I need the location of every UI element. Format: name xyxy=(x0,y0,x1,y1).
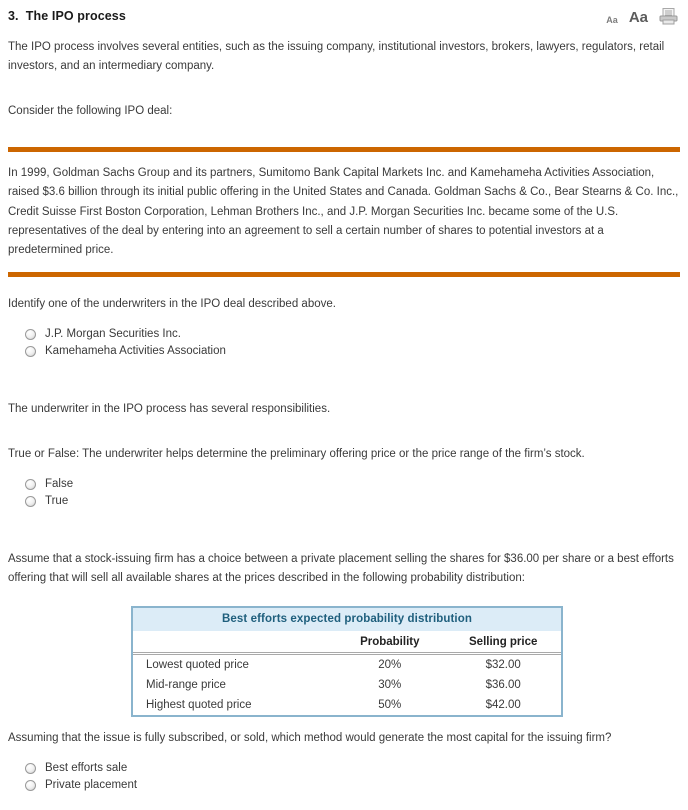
table-cell-label: Lowest quoted price xyxy=(146,659,249,672)
radio-option[interactable] xyxy=(25,777,680,793)
table-row xyxy=(133,695,561,715)
callout-text: In 1999, Goldman Sachs Group and its partners, Sumitomo Bank Capital Markets Inc. and Kamehameha Activities Association, raised $3.6 billion through its initial public offering in the United States and Canada. Goldman Sachs & Co., Bear Stearns & Co. Inc., Credit Suisse First Boston Corporation, Lehman Brothers Inc., and J.P. Morgan Securities Inc. became some of the U.S. representatives of the deal by entering into an agreement to sell a certain number of shares to potential investors at a predetermined price. xyxy=(8,166,679,257)
question1-prompt: Identify one of the underwriters in the IPO deal described above. xyxy=(8,298,336,311)
radio-option[interactable] xyxy=(25,343,680,359)
radio-button-icon[interactable] xyxy=(25,763,36,774)
table-header-selling-price: Selling price xyxy=(445,631,561,654)
header-toolbar xyxy=(606,8,680,25)
radio-option-label: Best efforts sale xyxy=(45,761,128,774)
question2-options xyxy=(8,476,680,509)
print-icon[interactable] xyxy=(659,8,678,25)
question3-options xyxy=(8,760,680,793)
radio-option-label: Kamehameha Activities Association xyxy=(45,344,226,357)
table-header-blank xyxy=(133,631,334,654)
question3-prompt: Assume that a stock-issuing firm has a choice between a private placement selling the shares for $36.00 per share or a best efforts offering that will sell all available shares at the prices described in the following probability distribution: xyxy=(8,553,674,585)
table-header-probability: Probability xyxy=(334,631,445,654)
radio-option[interactable] xyxy=(25,326,680,342)
intro-paragraph: The IPO process involves several entities, such as the issuing company, institutional investors, brokers, lawyers, regulators, retail investors, and an intermediary company. xyxy=(8,41,665,72)
radio-option[interactable] xyxy=(25,493,680,509)
table-row xyxy=(133,675,561,695)
page-header xyxy=(0,0,688,26)
table-cell-price: $32.00 xyxy=(485,659,521,672)
radio-option-label: True xyxy=(45,494,69,507)
radio-option-label: Private placement xyxy=(45,778,138,791)
table-row xyxy=(133,654,561,676)
decrease-font-size-icon[interactable]: Aa xyxy=(606,14,618,25)
table-caption: Best efforts expected probability distribution xyxy=(133,608,561,631)
radio-option[interactable] xyxy=(25,476,680,492)
question2-lead: The underwriter in the IPO process has several responsibilities. xyxy=(8,403,331,416)
radio-button-icon[interactable] xyxy=(25,346,36,357)
radio-button-icon[interactable] xyxy=(25,780,36,791)
radio-option[interactable] xyxy=(25,760,680,776)
radio-button-icon[interactable] xyxy=(25,329,36,340)
table-cell-probability: 50% xyxy=(378,699,402,712)
radio-option-label: J.P. Morgan Securities Inc. xyxy=(45,327,181,340)
radio-button-icon[interactable] xyxy=(25,479,36,490)
question3-followup: Assuming that the issue is fully subscribed, or sold, which method would generate the most capital for the issuing firm? xyxy=(8,732,612,745)
increase-font-size-icon[interactable]: Aa xyxy=(628,8,648,26)
table-header-row xyxy=(133,631,561,654)
table-cell-price: $36.00 xyxy=(485,679,521,692)
question1-options xyxy=(8,326,680,359)
probability-distribution-table xyxy=(131,606,563,717)
table-cell-probability: 20% xyxy=(378,659,402,672)
radio-button-icon[interactable] xyxy=(25,496,36,507)
table-cell-label: Highest quoted price xyxy=(146,699,252,712)
question2-prompt: True or False: The underwriter helps determine the preliminary offering price or the price range of the firm’s stock. xyxy=(8,448,585,461)
page-title: 3. The IPO process xyxy=(8,9,126,23)
table-cell-label: Mid-range price xyxy=(146,679,226,692)
radio-option-label: False xyxy=(45,477,74,490)
intro-prompt: Consider the following IPO deal: xyxy=(8,104,173,117)
table-cell-probability: 30% xyxy=(378,679,402,692)
table-cell-price: $42.00 xyxy=(485,699,521,712)
